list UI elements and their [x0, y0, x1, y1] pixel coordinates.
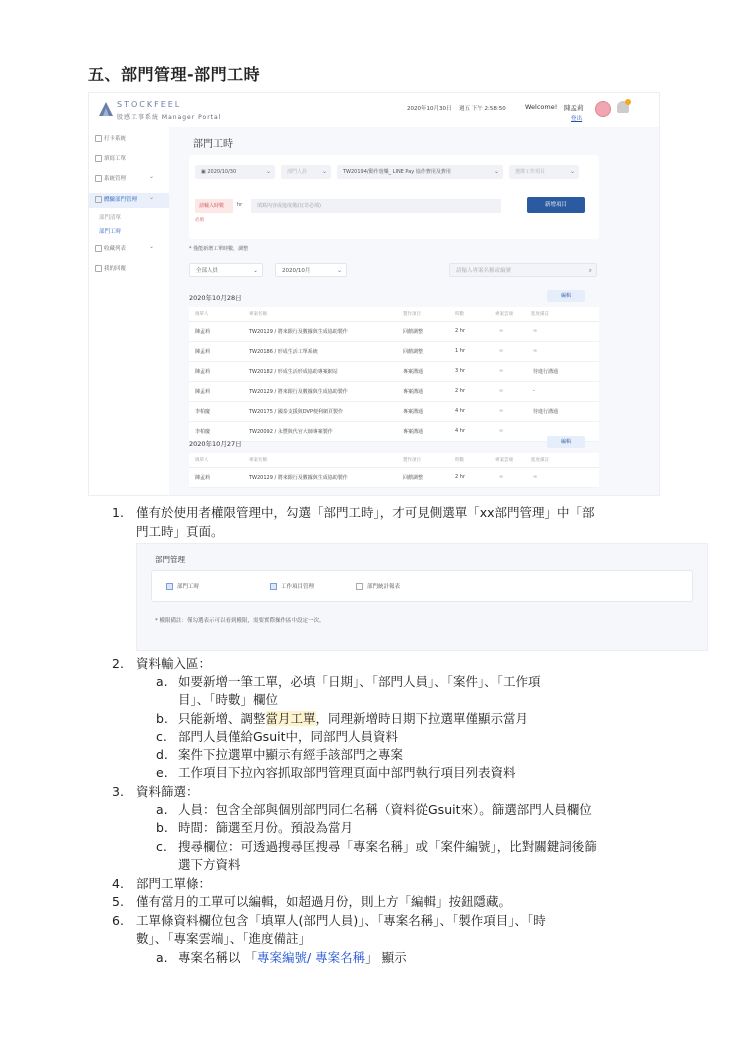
- worksheet-table: [189, 453, 599, 488]
- logo-title: STOCKFEEL: [117, 100, 182, 109]
- case-select[interactable]: [337, 165, 503, 179]
- permission-note: * 權限備註：僅勾選表示可以看到權限，需要實際操作區中設定一次。: [155, 618, 325, 624]
- cell-project: TW20182 / 形成生活形成協助專案網站: [249, 369, 338, 375]
- col-header: 製作項目: [403, 312, 421, 317]
- col-header: 時數: [455, 312, 464, 317]
- chevron-down-icon: ⌄: [336, 267, 342, 274]
- chevron-down-icon: ⌄: [493, 168, 499, 175]
- cell-member: 陳孟莉: [195, 369, 211, 375]
- checkbox-label: 部門工時: [177, 584, 200, 590]
- pencil-icon: [95, 155, 102, 162]
- col-header: 專案名稱: [249, 312, 267, 317]
- cell-hours: 2 hr: [455, 474, 465, 480]
- cell-item: 回饋調整: [403, 349, 424, 355]
- cell-item: 專案溝通: [403, 369, 424, 375]
- col-header: 製作項目: [403, 458, 421, 463]
- sidebar-item-label: 填寫工單: [104, 156, 127, 162]
- table-row: [189, 342, 599, 362]
- cell-member: 陳孟莉: [195, 389, 211, 395]
- chevron-down-icon: ⌄: [321, 168, 327, 175]
- cell-hours: 2 hr: [455, 388, 465, 394]
- page-heading: 五、部門管理-部門工時: [88, 65, 261, 84]
- list-item: 資料篩選：: [136, 784, 199, 799]
- link-icon[interactable]: ∞: [499, 328, 504, 334]
- sidebar-sub-dept-hours[interactable]: 部門工時: [99, 229, 122, 235]
- worksheet-table: [189, 307, 599, 442]
- search-placeholder: 請輸入專案名稱或編號: [456, 268, 512, 274]
- gear-icon: [95, 175, 102, 182]
- link-icon[interactable]: ∞: [499, 348, 504, 354]
- table-row: [189, 322, 599, 342]
- logout-link[interactable]: 登出: [571, 116, 583, 122]
- cell-note: -: [533, 388, 535, 394]
- table-header: [189, 307, 599, 322]
- cell-note: ∞: [533, 348, 538, 354]
- list-number: 6.: [112, 913, 124, 928]
- main-title: 部門工時: [193, 139, 233, 150]
- link-icon[interactable]: ∞: [499, 474, 504, 480]
- list-number: 1.: [112, 505, 124, 520]
- sidebar-item-label: 體驗部門管理: [104, 197, 138, 203]
- member-select[interactable]: [281, 165, 331, 179]
- sidebar-item-label: 我的回覆: [104, 266, 127, 272]
- day-title: 2020年10月27日: [189, 440, 242, 448]
- member-filter[interactable]: [189, 263, 263, 277]
- list-letter: c.: [156, 839, 167, 854]
- header-time: 週五 下午 2:58:50: [459, 106, 506, 112]
- text-segment: 專案名稱以 「: [178, 950, 257, 965]
- list-letter: a.: [156, 802, 168, 817]
- date-select[interactable]: [195, 165, 275, 179]
- clock-icon: [95, 135, 102, 142]
- sidebar-item-label: 系統管理: [104, 176, 127, 182]
- list-letter: a.: [156, 674, 168, 689]
- sidebar-item-label: 打卡系統: [104, 136, 127, 142]
- cell-project: TW20092 / 永豐與代官大師專案製作: [249, 429, 333, 435]
- sidebar-item-department[interactable]: [89, 193, 169, 208]
- col-header: 專案雲端: [495, 458, 513, 463]
- list-item: 僅有於使用者權限管理中，勾選「部門工時」，才可見側選單「xx部門管理」中「部: [136, 505, 595, 520]
- chevron-down-icon: ⌄: [569, 168, 575, 175]
- sidebar: [89, 127, 169, 495]
- search-icon: ⌕: [588, 267, 592, 274]
- cell-member: 陳孟莉: [195, 329, 211, 335]
- note-input[interactable]: 填寫內容或進度備註(非必填): [251, 199, 501, 213]
- day-title: 2020年10月28日: [189, 294, 242, 302]
- people-icon: [95, 196, 102, 203]
- chevron-down-icon: ⌄: [265, 168, 271, 175]
- col-header: 時數: [455, 458, 464, 463]
- cell-member: 陳孟莉: [195, 475, 211, 481]
- table-row: [189, 422, 599, 442]
- cell-note: 待進行溝通: [533, 369, 559, 375]
- table-row: [189, 468, 599, 488]
- header-date: 2020年10月30日: [407, 106, 452, 112]
- avatar[interactable]: [595, 101, 611, 117]
- permission-title: 部門管理: [155, 555, 185, 564]
- cell-member: 李柏慶: [195, 429, 211, 435]
- checkbox-dept-hours[interactable]: [166, 583, 173, 590]
- list-number: 4.: [112, 876, 124, 891]
- cell-project: TW20175 / 國泰支援與DVP便利網頁製作: [249, 409, 343, 415]
- list-item: 如要新增一筆工單，必填「日期」、「部門人員」、「案件」、「工作項: [178, 674, 541, 689]
- link-icon[interactable]: ∞: [499, 368, 504, 374]
- notification-badge: [625, 99, 631, 105]
- cell-member: 李柏慶: [195, 409, 211, 415]
- list-item: 僅有當月的工單可以編輯，如超過月份，則上方「編輯」按鈕隱藏。: [136, 894, 512, 909]
- list-letter: b.: [156, 711, 168, 726]
- checkbox-label: 工作項目管理: [281, 584, 315, 590]
- work-item-placeholder: 選擇工作項目: [515, 169, 546, 175]
- list-item: 工單條資料欄位包含「填單人(部門人員)」、「專案名稱」、「製作項目」、「時: [136, 913, 546, 928]
- hours-input[interactable]: 請輸入時數: [195, 199, 233, 213]
- add-item-button[interactable]: 新增項目: [527, 197, 585, 213]
- link-icon[interactable]: ∞: [499, 388, 504, 394]
- search-input[interactable]: [449, 263, 597, 277]
- cell-project: TW20186 / 形成生活工單系統: [249, 349, 318, 355]
- list-item: 案件下拉選單中顯示有經手該部門之專案: [178, 747, 404, 762]
- hours-unit: hr: [237, 202, 243, 208]
- list-item: 搜尋欄位：可透過搜尋匡搜尋「專案名稱」或「案件編號」，比對關鍵詞後篩: [178, 839, 597, 854]
- col-header: 進度備註: [531, 312, 549, 317]
- chevron-down-icon: ⌄: [252, 267, 258, 274]
- link-icon[interactable]: ∞: [499, 428, 504, 434]
- cell-note: 待進行溝通: [533, 409, 559, 415]
- cell-hours: 4 hr: [455, 428, 465, 434]
- list-item: 部門工單條：: [136, 876, 212, 891]
- edit-button[interactable]: 編輯: [547, 436, 585, 448]
- app-header: [89, 93, 659, 127]
- list-number: 5.: [112, 894, 124, 909]
- date-value: 2020/10/30: [207, 169, 237, 175]
- chevron-down-icon: ⌄: [149, 194, 155, 201]
- case-value: TW20194/動作遊樂_ LINE Pay 協作費用及費用: [343, 169, 451, 175]
- list-item: 人員：包含全部與個別部門同仁名稱（資料從Gsuit來）。篩選部門人員欄位: [178, 802, 592, 817]
- list-item: [178, 950, 407, 966]
- chevron-down-icon: ⌄: [149, 173, 155, 180]
- list-item: 數」、「專案雲端」、「進度備註」: [136, 931, 312, 946]
- table-row: [189, 402, 599, 422]
- cell-project: TW20129 / 將來銀行及數據與生成協助製作: [249, 329, 348, 335]
- logo-subtitle: 股感工事系統 Manager Portal: [117, 114, 222, 121]
- app-screenshot: [88, 92, 660, 496]
- list-letter: a.: [156, 950, 168, 965]
- cell-member: 陳孟莉: [195, 349, 211, 355]
- reply-icon: [95, 265, 102, 272]
- cell-item: 專案溝通: [403, 409, 424, 415]
- list-letter: c.: [156, 729, 167, 744]
- list-number: 3.: [112, 784, 124, 799]
- list-letter: d.: [156, 747, 168, 762]
- input-panel: [189, 155, 599, 239]
- sidebar-item-label: 收藏列表: [104, 246, 127, 252]
- calendar-icon: ▣: [201, 169, 208, 175]
- month-filter[interactable]: [275, 263, 347, 277]
- cell-item: 回饋調整: [403, 475, 424, 481]
- blue-text: 專案編號/ 專案名稱: [256, 950, 366, 965]
- highlighted-text: 當月工單: [265, 711, 316, 726]
- table-row: [189, 362, 599, 382]
- sidebar-sub-dept-list[interactable]: 部門清單: [99, 215, 122, 221]
- text-segment: 」 顯示: [365, 950, 407, 965]
- list-item: 選下方資料: [178, 857, 241, 872]
- table-header: [189, 453, 599, 468]
- col-header: 進度備註: [531, 458, 549, 463]
- header-user: 陳孟莉: [564, 104, 584, 112]
- cell-note: ∞: [533, 474, 538, 480]
- cell-hours: 2 hr: [455, 328, 465, 334]
- cell-item: 回饋調整: [403, 329, 424, 335]
- cell-hours: 4 hr: [455, 408, 465, 414]
- cell-project: TW20129 / 將來銀行及數據與生成協助製作: [249, 475, 348, 481]
- chevron-down-icon: ⌄: [149, 243, 155, 250]
- list-item: 時間：篩選至月份。預設為當月: [178, 820, 354, 835]
- star-icon: [95, 245, 102, 252]
- col-header: 專案名稱: [249, 458, 267, 463]
- permission-options: [151, 570, 693, 602]
- text-segment: 只能新增、調整: [178, 711, 266, 726]
- month-filter-value: 2020/10月: [282, 268, 311, 274]
- checkbox-label: 部門統計報表: [367, 584, 401, 590]
- list-item: 工作項目下拉內容抓取部門管理頁面中部門執行項目列表資料: [178, 765, 516, 780]
- header-welcome: Welcome!: [525, 103, 558, 111]
- list-item: 資料輸入區：: [136, 656, 212, 671]
- checkbox-dept-report[interactable]: [356, 583, 363, 590]
- logo-icon: [99, 102, 113, 116]
- col-header: 填單人: [195, 312, 209, 317]
- table-row: [189, 382, 599, 402]
- cell-item: 專案溝通: [403, 389, 424, 395]
- list-item: 門工時」頁面。: [136, 524, 224, 539]
- permission-screenshot: [136, 543, 708, 651]
- member-placeholder: 部門人員: [287, 169, 308, 175]
- col-header: 填單人: [195, 458, 209, 463]
- required-hint: 必填: [195, 218, 204, 223]
- main-note: * 僅能新增工單時數，調整: [189, 246, 249, 252]
- list-letter: b.: [156, 820, 168, 835]
- link-icon[interactable]: ∞: [499, 408, 504, 414]
- list-number: 2.: [112, 656, 124, 671]
- list-letter: e.: [156, 765, 168, 780]
- member-filter-value: 全部人員: [196, 268, 219, 274]
- cell-hours: 1 hr: [455, 348, 465, 354]
- work-item-select[interactable]: [509, 165, 579, 179]
- text-segment: ，同理新增時日期下拉選單僅顯示當月: [315, 711, 529, 726]
- checkbox-work-item[interactable]: [270, 583, 277, 590]
- list-item: [178, 711, 528, 727]
- cell-hours: 3 hr: [455, 368, 465, 374]
- list-item: 目」、「時數」欄位: [178, 692, 279, 707]
- cell-note: ∞: [533, 328, 538, 334]
- list-item: 部門人員僅給Gsuit中，同部門人員資料: [178, 729, 398, 744]
- cell-item: 專案溝通: [403, 429, 424, 435]
- col-header: 專案雲端: [495, 312, 513, 317]
- cell-project: TW20129 / 將來銀行及數據與生成協助製作: [249, 389, 348, 395]
- edit-button[interactable]: 編輯: [547, 290, 585, 302]
